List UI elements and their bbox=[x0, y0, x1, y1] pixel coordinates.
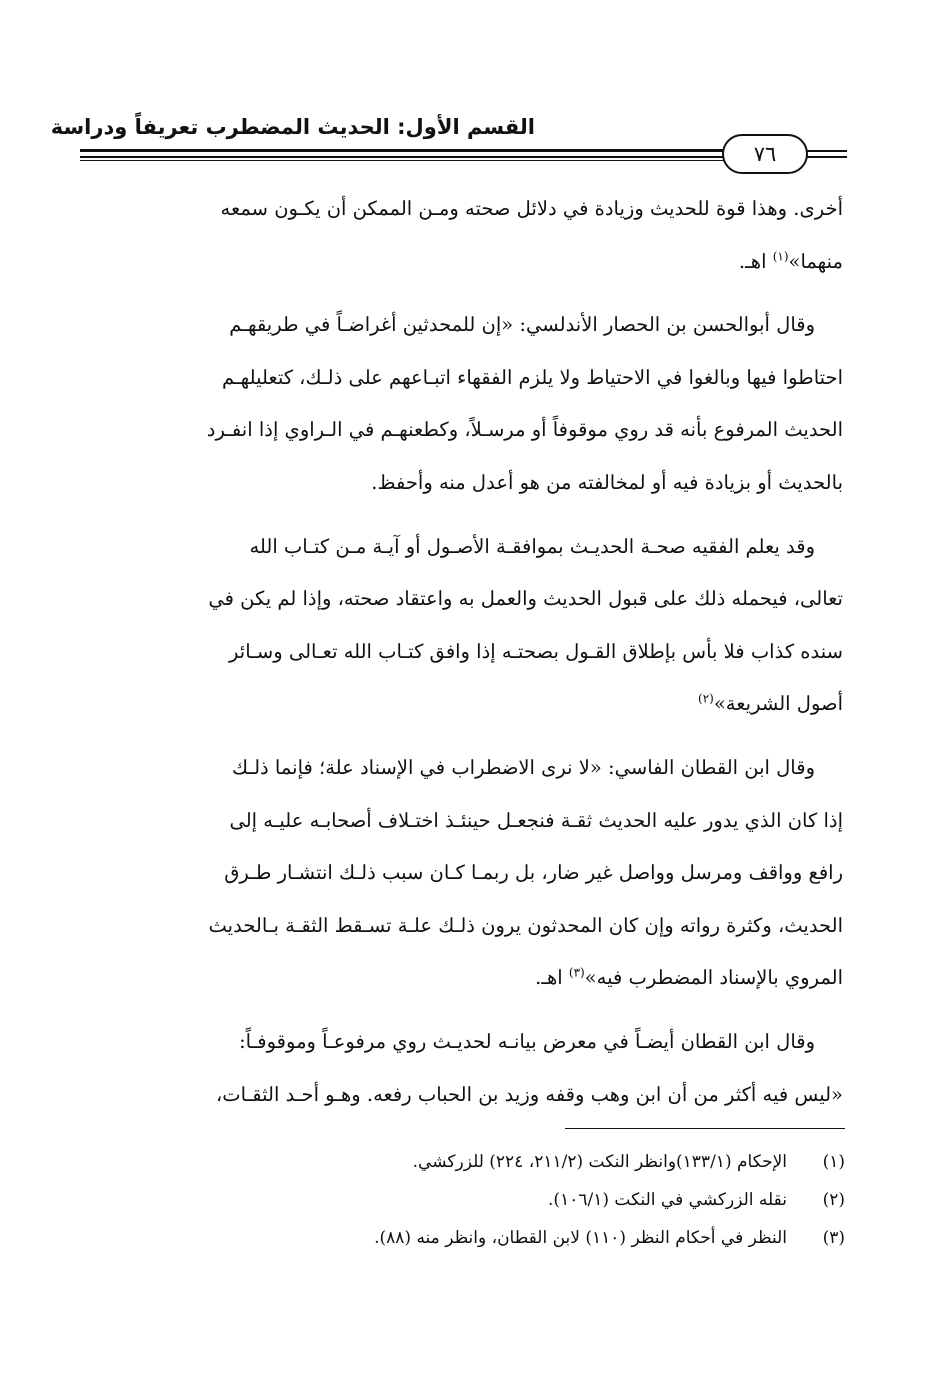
header-rule bbox=[80, 149, 725, 152]
footnote-ref: (٢) bbox=[698, 691, 714, 706]
page-number: ٧٦ bbox=[722, 134, 808, 174]
footnote bbox=[100, 1181, 845, 1219]
text-line: أخرى. وهذا قوة للحديث وزيادة في دلائل صحته ومـن الممكن أن يكـون سمعه bbox=[220, 197, 843, 220]
text-line: الحديث المرفوع بأنه قد روي موقوفاً أو مرسـلاً، وكطعنهـم في الـراوي إذا انفـرد bbox=[206, 418, 843, 442]
footnote-number: (٣) bbox=[822, 1228, 845, 1248]
text-run: اهـ. bbox=[535, 966, 569, 990]
text-line: وقال ابن القطان الفاسي: «لا نرى الاضطراب في الإسناد علة؛ فإنما ذلـك bbox=[231, 755, 815, 779]
footnote bbox=[100, 1219, 845, 1257]
header-rule-right bbox=[805, 150, 847, 152]
footnote bbox=[100, 1143, 845, 1181]
footnote-separator bbox=[565, 1128, 845, 1129]
text-line: سنده كذاب فلا بأس بإطلاق القـول بصحتـه إذا وافق كتـاب الله تعـالى وسـائر bbox=[229, 639, 843, 663]
footnotes bbox=[100, 1143, 845, 1257]
footnote-text: النظر في أحكام النظر (١١٠) لابن القطان، وانظر منه (٨٨). bbox=[374, 1228, 787, 1248]
text-line bbox=[88, 952, 843, 1005]
text-line: وقال ابن القطان أيضـاً في معرض بيانـه لحديـث روي مرفوعـاً وموقوفـاً: bbox=[239, 1029, 815, 1053]
footnote-text: الإحكام (١٣٣/١)وانظر النكت (٢١١/٢، ٢٢٤) للزركشي. bbox=[412, 1152, 787, 1172]
header-rule bbox=[80, 160, 725, 161]
text-run: أصول الشريعة» bbox=[713, 692, 843, 716]
header-rule-right bbox=[805, 156, 847, 158]
text-line: الحديث، وكثرة رواته وإن كان المحدثون يرون ذلـك علـة تسـقط الثقـة بـالحديث bbox=[208, 913, 843, 937]
text-line: تعالى، فيحمله ذلك على قبول الحديث والعمل به واعتقاد صحته، وإذا لم يكن في bbox=[208, 587, 843, 611]
text-line: «ليس فيه أكثر من أن ابن وهب وقفه وزيد بن الحباب رفعه. وهـو أحـد الثقـات، bbox=[215, 1082, 843, 1106]
text-line: وقد يعلم الفقيه صحـة الحديـث بموافقـة الأصـول أو آيـة مـن كتـاب الله bbox=[249, 534, 815, 558]
text-line: رافع وواقف ومرسل وواصل غير ضار، بل ربمـا كـان سبب ذلـك انتشـار طـرق bbox=[224, 861, 843, 885]
body-text bbox=[88, 183, 843, 1121]
text-line: وقال أبوالحسن بن الحصار الأندلسي: «إن للمحدثين أغراضـاً في طريقهـم bbox=[229, 313, 815, 337]
text-line bbox=[88, 236, 843, 289]
text-run: منهما» bbox=[788, 249, 843, 273]
text-line bbox=[88, 678, 843, 731]
footnote-text: نقله الزركشي في النكت (١٠٦/١). bbox=[548, 1190, 787, 1210]
text-line: إذا كان الذي يدور عليه الحديث ثقـة فنجعـل حينئـذ اختـلاف أصحابـه عليـه إلى bbox=[229, 808, 843, 832]
text-line: بالحديث أو بزيادة فيه أو لمخالفته من هو أعدل منه وأحفظ. bbox=[371, 470, 843, 494]
header-rule bbox=[80, 156, 725, 158]
text-run: اهـ. bbox=[738, 249, 773, 273]
footnote-ref: (٣) bbox=[568, 965, 585, 980]
text-run: المروي بالإسناد المضطرب فيه» bbox=[584, 966, 843, 990]
running-title: القسم الأول: الحديث المضطرب تعريفاً ودراسة bbox=[50, 115, 535, 139]
footnote-ref: (١) bbox=[772, 249, 789, 264]
footnote-number: (١) bbox=[822, 1152, 845, 1172]
text-line: احتاطوا فيها وبالغوا في الاحتياط ولا يلزم الفقهاء اتبـاعهم على ذلـك، كتعليلهـم bbox=[221, 365, 843, 389]
footnote-number: (٢) bbox=[822, 1190, 845, 1210]
